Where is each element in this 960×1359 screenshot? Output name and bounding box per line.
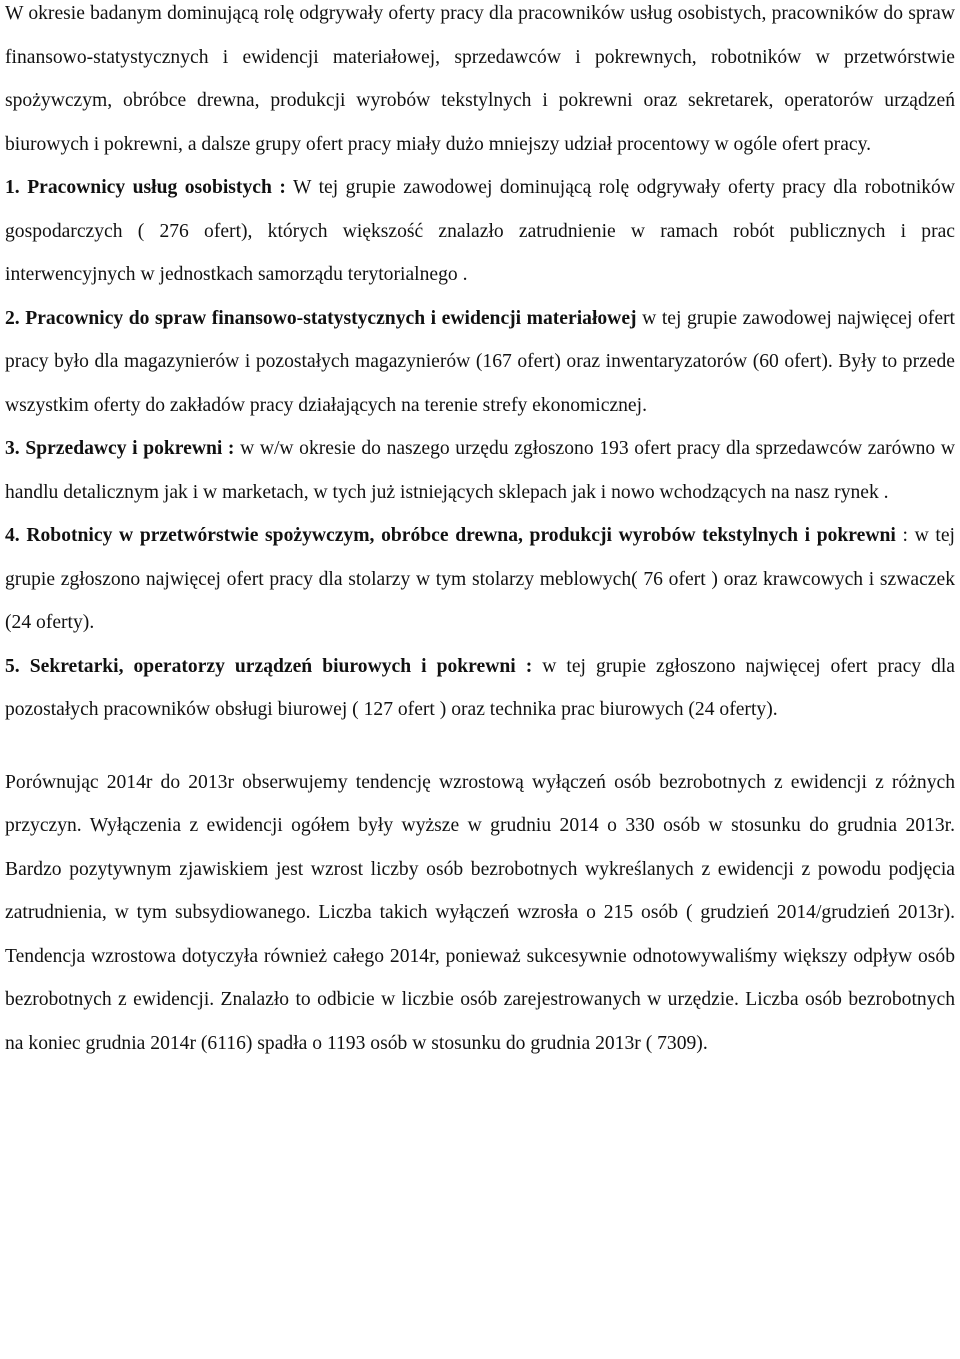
item-number: 2. [5, 307, 20, 329]
item-heading: Robotnicy w przetwórstwie spożywczym, obróbce drewna, produkcji wyrobów tekstylnych i pokrewni [26, 525, 896, 546]
item-number: 1. [5, 177, 20, 198]
list-item-4 [5, 514, 955, 645]
item-number: 5. [5, 655, 20, 677]
item-heading: Sekretarki, operatorzy urządzeń biurowych i pokrewni : [29, 655, 533, 677]
list-item-1 [5, 166, 955, 297]
summary-paragraph: Porównując 2014r do 2013r obserwujemy tendencję wzrostową wyłączeń osób bezrobotnych z ewidencji z różnych przyczyn. Wyłączenia z ewidencji ogółem były wyższe w grudniu 2014 o 330 osób w stosunku do grudnia 2013r. Bardzo pozytywnym zjawiskiem jest wzrost liczby osób bezrobotnych wykreślanych z ewidencji z powodu podjęcia zatrudnienia, w tym subsydiowanego. Liczba takich wyłączeń wzrosła o 215 osób ( grudzień 2014/grudzień 2013r). Tendencja wzrostowa dotyczyła również całego 2014r, ponieważ sukcesywnie odnotowywaliśmy większy odpływ osób bezrobotnych z ewidencji. Znalazło to odbicie w liczbie osób zarejestrowanych w urzędzie. Liczba osób bezrobotnych na koniec grudnia 2014r (6116) spadła o 1193 osób w stosunku do grudnia 2013r ( 7309). [5, 771, 955, 1054]
item-heading: Pracownicy do spraw finansowo-statystycznych i ewidencji materiałowej [25, 307, 637, 329]
item-text: w tej grupie zgłoszono najwięcej ofert pracy dla pozostałych pracowników obsługi biurowej ( 127 ofert ) oraz technika prac biurowych (24 oferty). [5, 655, 956, 720]
list-item-3 [5, 427, 955, 514]
item-number: 3. [5, 438, 20, 459]
item-text: w w/w okresie do naszego urzędu zgłoszono 193 ofert pracy dla sprzedawców zarówno w handlu detalicznym jak i w marketach, w tych już istniejących sklepach jak i nowo wchodzących na nasz rynek . [5, 438, 955, 503]
list-item-5 [5, 645, 955, 732]
item-heading: Sprzedawcy i pokrewni : [25, 438, 235, 459]
list-item-2 [5, 297, 955, 428]
document-page [5, 0, 955, 1065]
item-heading: Pracownicy usług osobistych : [27, 177, 286, 198]
item-text: w tej grupie zawodowej najwięcej ofert pracy było dla magazynierów i pozostałych magazynierów (167 ofert) oraz inwentaryzatorów (60 ofert). Były to przede wszystkim oferty do zakładów pracy działających na terenie strefy ekonomicznej. [5, 307, 955, 416]
item-text: W tej grupie zawodowej dominującą rolę odgrywały oferty pracy dla robotników gospodarczych ( 276 ofert), których większość znalazło zatrudnienie w ramach robót publicznych i prac interwencyjnych w jednostkach samorządu terytorialnego . [5, 177, 956, 285]
intro-paragraph: W okresie badanym dominującą rolę odgrywały oferty pracy dla pracowników usług osobistych, pracowników do spraw finansowo-statystycznych i ewidencji materiałowej, sprzedawców i pokrewnych, robotników w przetwórstwie spożywczym, obróbce drewna, produkcji wyrobów tekstylnych i pokrewni oraz sekretarek, operatorów urządzeń biurowych i pokrewni, a dalsze grupy ofert pracy miały dużo mniejszy udział procentowy w ogóle ofert pracy. [5, 3, 955, 155]
item-text: : w tej grupie zgłoszono najwięcej ofert pracy dla stolarzy w tym stolarzy meblowych( 76 ofert ) oraz krawcowych i szwaczek (24 oferty). [5, 525, 955, 633]
item-number: 4. [5, 525, 20, 546]
